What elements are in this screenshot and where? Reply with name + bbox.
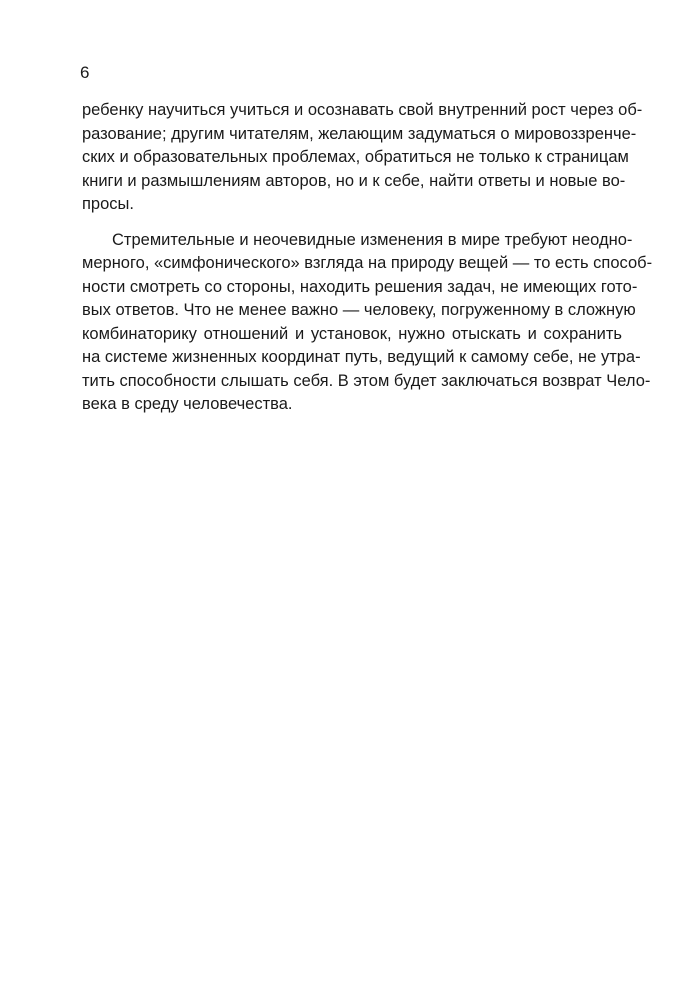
- text-line: ских и образовательных проблемах, обратиться не только к страницам: [82, 148, 629, 166]
- text-line: книги и размышлениям авторов, но и к себе, найти ответы и новые во-: [82, 171, 626, 190]
- text-line: мерного, «симфонического» взгляда на природу вещей — то есть способ-: [82, 254, 653, 272]
- paragraph-2: [82, 229, 653, 417]
- page-number: 6: [80, 63, 90, 82]
- text-line: ребенку научиться учиться и осознавать свой внутренний рост через об-: [82, 101, 643, 119]
- text-line: ности смотреть со стороны, находить решения задач, не имеющих гото-: [82, 277, 638, 296]
- text-line: комбинаторику отношений и установок, нужно отыскать и сохранить: [82, 324, 622, 343]
- body-text: [82, 99, 653, 417]
- text-line: века в среду человечества.: [82, 395, 293, 413]
- text-line: на системе жизненных координат путь, ведущий к самому себе, не утра-: [82, 348, 641, 366]
- text-line: вых ответов. Что не менее важно — человеку, погруженному в сложную: [82, 301, 636, 319]
- text-line: тить способности слышать себя. В этом будет заключаться возврат Чело-: [82, 371, 651, 390]
- text-line: Стремительные и неочевидные изменения в мире требуют неоднo-: [112, 230, 633, 249]
- text-line: разование; другим читателям, желающим задуматься о мировоззренче-: [82, 124, 637, 143]
- paragraph-1: [82, 99, 643, 217]
- paragraph-gap: [82, 217, 622, 229]
- text-line: просы.: [82, 195, 134, 213]
